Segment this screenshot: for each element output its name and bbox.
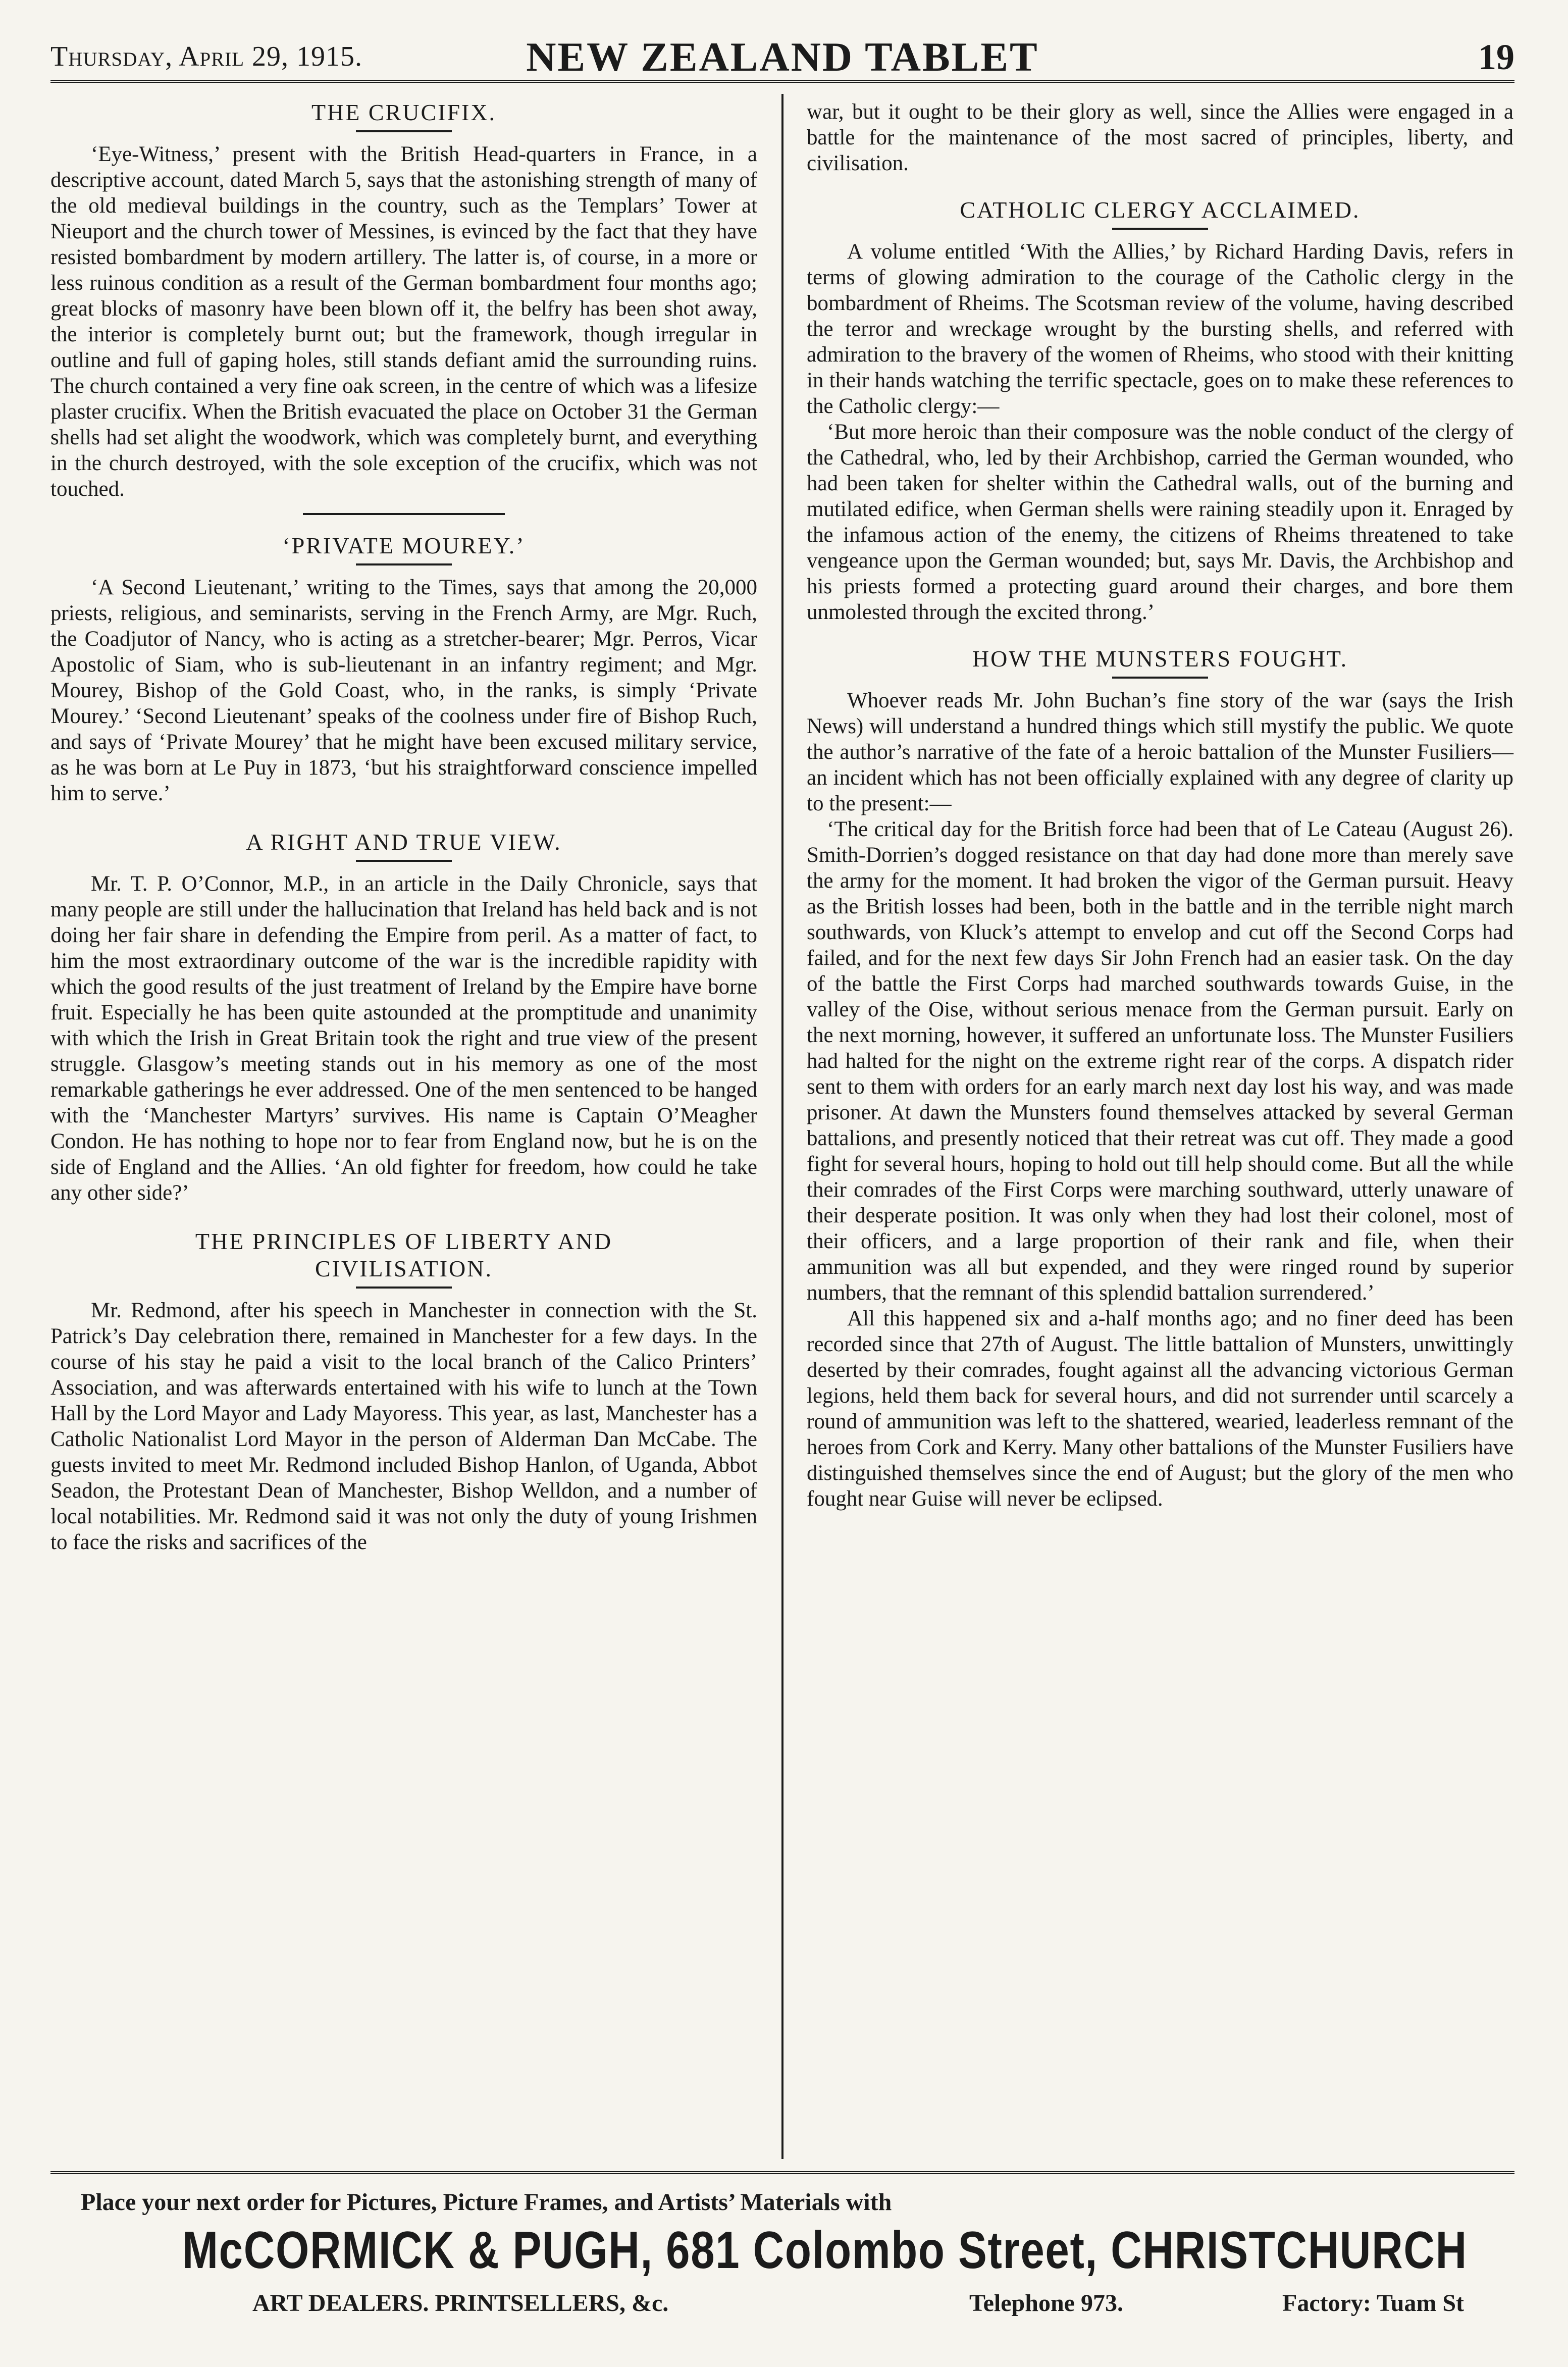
section-rule xyxy=(303,513,505,515)
ad-factory: Factory: Tuam St xyxy=(1282,2290,1464,2317)
liberty-continuation: war, but it ought to be their glory as well, since the Allies were engaged in a battle for the maintenance of the most sacred of principles, liberty, and civilisation. xyxy=(807,100,1513,175)
heading-rule xyxy=(356,130,452,132)
ad-trades: ART DEALERS. PRINTSELLERS, &c. xyxy=(252,2290,669,2317)
mourey-paragraph: ‘A Second Lieutenant,’ writing to the Times, says that among the 20,000 priests, religious, and seminarists, serving in the French Army, are Mgr. Ruch, the Coadjutor of Nancy, who is acting as a stretcher-bearer; Mgr. Perros, Vicar Apostolic of Siam, who is sub-lieutenant in an infantry regiment; and Mgr. Mourey, Bishop of the Gold Coast, who, in the ranks, is simply ‘Private Mourey.’ ‘Second Lieutenant’ speaks of the coolness under fire of Bishop Ruch, and says of ‘Private Mourey’ that he might have been excused military service, as he was born at Le Puy in 1873, ‘but his straightforward conscience impelled him to serve.’ xyxy=(50,576,757,805)
ad-telephone: Telephone 973. xyxy=(969,2290,1123,2317)
page-number: 19 xyxy=(1478,37,1514,77)
liberty-heading-line1: THE PRINCIPLES OF LIBERTY AND xyxy=(195,1228,613,1254)
crucifix-heading: THE CRUCIFIX. xyxy=(311,99,497,125)
ad-intro: Place your next order for Pictures, Picture Frames, and Artists’ Materials with xyxy=(81,2189,892,2216)
right-column xyxy=(807,99,1513,1512)
munsters-paragraph: Whoever reads Mr. John Buchan’s fine story of the war (says the Irish News) will understand a hundred things which still mystify the public. We quote the author’s narrative of the fate of a heroic battalion of the Munster Fusiliers—an incident which has not been officially explained with any degree of clarity up to the present:— xyxy=(807,689,1513,815)
heading-rule xyxy=(356,563,452,565)
right-view-paragraph: Mr. T. P. O’Connor, M.P., in an article in the Daily Chronicle, says that many people are still under the hallucination that Ireland has held back and is not doing her fair share in defending the Empire from peril. As a matter of fact, to him the most extraordinary outcome of the war is the incredible rapidity with which the good results of the just treatment of Ireland by the Empire have borne fruit. Especially he has been quite astounded at the promptitude and unanimity with which the Irish in Great Britain took the right and true view of the present struggle. Glasgow’s meeting stands out in his memory as one of the most remarkable gatherings he ever addressed. One of the men sentenced to be hanged with the ‘Manchester Martyrs’ survives. His name is Captain O’Meagher Condon. He has nothing to hope nor to fear from England now, but he is on the side of England and the Allies. ‘An old fighter for freedom, how could he take any other side?’ xyxy=(50,872,757,1205)
column-divider xyxy=(781,94,783,2159)
liberty-heading-line2: CIVILISATION. xyxy=(315,1256,493,1281)
advertisement xyxy=(50,2171,1514,2326)
newspaper-title: NEW ZEALAND TABLET xyxy=(526,34,1039,80)
liberty-paragraph: Mr. Redmond, after his speech in Manchester in connection with the St. Patrick’s Day celebration there, remained in Manchester for a few days. In the course of his stay he paid a visit to the local branch of the Calico Printers’ Association, and was afterwards entertained with his wife to lunch at the Town Hall by the Lord Mayor and Lady Mayoress. This year, as last, Manchester has a Catholic Nationalist Lord Mayor in the person of Alderman Dan McCabe. The guests invited to meet Mr. Redmond included Bishop Hanlon, of Uganda, Abbot Seadon, the Protestant Dean of Manchester, Bishop Welldon, and a number of local notabilities. Mr. Redmond said it was not only the duty of young Irishmen to face the risks and sacrifices of the xyxy=(50,1299,757,1554)
masthead xyxy=(50,33,1514,83)
munsters-heading: HOW THE MUNSTERS FOUGHT. xyxy=(972,646,1348,672)
mourey-heading: ‘PRIVATE MOUREY.’ xyxy=(282,533,526,558)
right-view-heading: A RIGHT AND TRUE VIEW. xyxy=(246,829,562,855)
munsters-paragraph-2: All this happened six and a-half months ago; and no finer deed has been recorded since that 27th of August. The little battalion of Munsters, unwittingly deserted by their comrades, fought against all the advancing victorious German legions, held them back for several hours, and did not surrender until scarcely a round of ammunition was left to the shattered, wearied, leaderless remnant of the heroes from Cork and Kerry. Many other battalions of the Munster Fusiliers have distinguished themselves since the end of August; but the glory of the men who fought near Guise will never be eclipsed. xyxy=(807,1307,1513,1511)
heading-rule xyxy=(1112,677,1208,679)
ad-firm-name: McCORMICK & PUGH, 681 Colombo Street, CHRISTCHURCH xyxy=(182,2221,1468,2280)
clergy-quote: ‘But more heroic than their composure was the noble conduct of the clergy of the Cathedral, who, led by their Archbishop, carried the German wounded, who had been taken for shelter within the Cathedral walls, out of the burning and mutilated edifice, when German shells were raining steadily upon it. Enraged by the infamous action of the enemy, the citizens of Rheims threatened to take vengeance upon the German wounded; but, says Mr. Davis, the Archbishop and his priests formed a protecting guard around their charges, and bore them unmolested through the excited throng.’ xyxy=(807,420,1513,624)
clergy-paragraph: A volume entitled ‘With the Allies,’ by Richard Harding Davis, refers in terms of glowing admiration to the courage of the Catholic clergy in the bombardment of Rheims. The Scotsman review of the volume, having described the terror and wreckage wrought by the bursting shells, and referred with admiration to the bravery of the women of Rheims, who stood with their knitting in their hands watching the terrific spectacle, goes on to make these references to the Catholic clergy:— xyxy=(807,240,1513,418)
issue-date: Thursday, April 29, 1915. xyxy=(50,41,363,72)
heading-rule xyxy=(1112,228,1208,230)
clergy-heading: CATHOLIC CLERGY ACCLAIMED. xyxy=(960,197,1361,223)
munsters-quote: ‘The critical day for the British force had been that of Le Cateau (August 26). Smith-Dorrien’s dogged resistance on that day had done more than merely save the army for the moment. It had broken the vigor of the German pursuit. Heavy as the British losses had been, both in the battle and in the terrible night march southwards, von Kluck’s attempt to envelop and cut off the Second Corps had failed, and for the next few days Sir John French had an easier task. On the day of the battle the First Corps had marched southwards towards Guise, in the valley of the Oise, without serious menace from the German pursuit. Early on the next morning, however, it suffered an unfortunate loss. The Munster Fusiliers had halted for the night on the extreme right rear of the corps. A dispatch rider sent to them with orders for an early march next day lost his way, and was made prisoner. At dawn the Munsters found themselves attacked by several German battalions, and presently noticed that their retreat was cut off. They made a good fight for several hours, hoping to hold out till help should come. But all the while their comrades of the First Corps were marching southward, utterly unaware of their desperate position. It was only when they had lost their colonel, most of their officers, and a large proportion of their rank and file, when their ammunition was all but expended, and they were ringed round by superior numbers, that the remnant of this splendid battalion surrendered.’ xyxy=(807,817,1513,1305)
heading-rule xyxy=(356,1287,452,1289)
crucifix-paragraph: ‘Eye-Witness,’ present with the British Head-quarters in France, in a descriptive account, dated March 5, says that the astonishing strength of many of the old medieval buildings in the country, such as the Templars’ Tower at Nieuport and the church tower of Messines, is evinced by the fact that they have resisted bombardment by modern artillery. The latter is, of course, in a more or less ruinous condition as a result of the German bombardment four months ago; great blocks of masonry have been blown off it, the belfry has been shot away, the interior is completely burnt out; but the framework, though irregular in outline and full of gaping holes, still stands defiant amid the surrounding ruins. The church contained a very fine oak screen, in the centre of which was a lifesize plaster crucifix. When the British evacuated the place on October 31 the German shells had set alight the woodwork, which was completely burnt, and everything in the church destroyed, with the sole exception of the crucifix, which was not touched. xyxy=(50,142,757,501)
heading-rule xyxy=(356,860,452,862)
left-column xyxy=(50,99,757,1555)
